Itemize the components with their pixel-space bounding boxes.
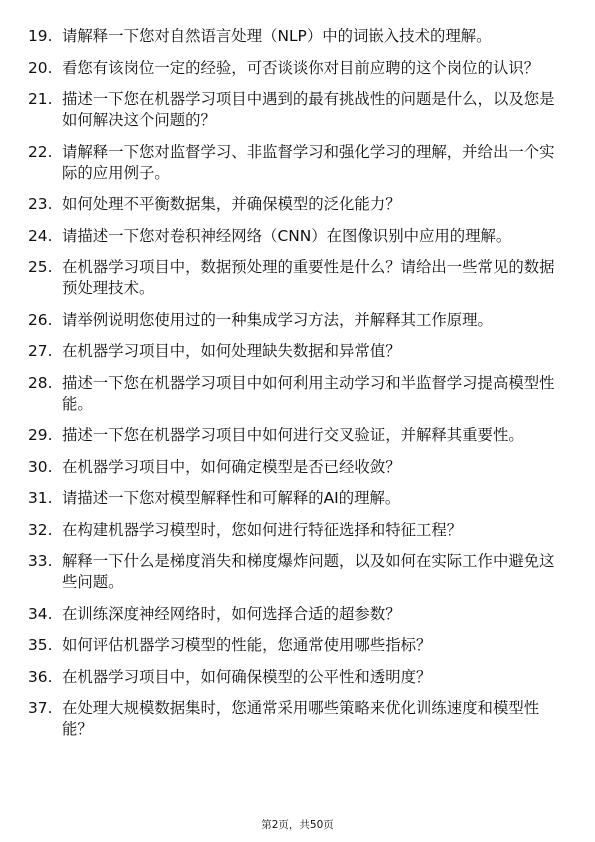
question-number: 35. [28, 636, 53, 654]
question-item [28, 698, 568, 740]
question-text: 请解释一下您对监督学习、非监督学习和强化学习的理解，并给出一个实际的应用例子。 [62, 142, 555, 182]
question-item [28, 551, 568, 593]
question-item [28, 667, 568, 688]
question-number: 19. [28, 27, 53, 45]
question-text: 在机器学习项目中，如何处理缺失数据和异常值？ [62, 342, 401, 360]
question-text: 在机器学习项目中，如何确定模型是否已经收敛？ [62, 457, 401, 476]
question-number: 32. [28, 520, 53, 539]
question-text: 解释一下什么是梯度消失和梯度爆炸问题，以及如何在实际工作中避免这些问题。 [62, 552, 555, 591]
question-item [28, 26, 568, 47]
question-item [28, 604, 568, 625]
question-text: 请举例说明您使用过的一种集成学习方法，并解释其工作原理。 [62, 310, 493, 329]
question-item [28, 341, 568, 362]
question-number: 37. [28, 699, 53, 717]
question-number: 31. [28, 489, 53, 507]
question-number: 27. [28, 342, 53, 360]
page-footer: 第2页，共50页 [261, 819, 334, 831]
question-number: 29. [28, 426, 53, 444]
question-number: 20. [28, 58, 53, 77]
question-item [28, 520, 568, 541]
question-number: 28. [28, 373, 53, 392]
question-number: 23. [28, 195, 53, 213]
question-item [28, 226, 568, 247]
question-text: 请描述一下您对模型解释性和可解释的AI的理解。 [62, 489, 401, 507]
question-text: 看您有该岗位一定的经验，可否谈谈你对目前应聘的这个岗位的认识？ [62, 58, 540, 77]
question-list [28, 26, 568, 751]
question-text: 在构建机器学习模型时，您如何进行特征选择和特征工程？ [62, 520, 463, 539]
question-item [28, 58, 568, 79]
question-text: 描述一下您在机器学习项目中如何进行交叉验证，并解释其重要性。 [62, 426, 524, 444]
question-item [28, 488, 568, 509]
question-number: 33. [28, 552, 53, 570]
question-text: 请描述一下您对卷积神经网络（CNN）在图像识别中应用的理解。 [62, 226, 512, 245]
question-item [28, 425, 568, 446]
question-item [28, 89, 568, 131]
question-text: 在机器学习项目中，如何确保模型的公平性和透明度？ [62, 667, 432, 686]
question-item [28, 373, 568, 415]
question-item [28, 310, 568, 331]
question-number: 34. [28, 604, 53, 623]
question-text: 如何处理不平衡数据集，并确保模型的泛化能力？ [62, 195, 401, 213]
question-number: 25. [28, 258, 53, 276]
question-text: 在处理大规模数据集时，您通常采用哪些策略来优化训练速度和模型性能？ [62, 699, 540, 738]
question-number: 36. [28, 667, 53, 686]
question-text: 请解释一下您对自然语言处理（NLP）中的词嵌入技术的理解。 [62, 27, 492, 45]
question-item [28, 194, 568, 215]
question-number: 21. [28, 90, 53, 108]
question-item [28, 457, 568, 478]
question-text: 在训练深度神经网络时，如何选择合适的超参数？ [62, 604, 401, 623]
question-item [28, 635, 568, 656]
question-text: 描述一下您在机器学习项目中如何利用主动学习和半监督学习提高模型性能。 [62, 373, 555, 413]
question-text: 描述一下您在机器学习项目中遇到的最有挑战性的问题是什么，以及您是如何解决这个问题的？ [62, 90, 555, 129]
question-item [28, 257, 568, 299]
question-text: 如何评估机器学习模型的性能，您通常使用哪些指标？ [62, 636, 432, 654]
question-item [28, 142, 568, 184]
question-number: 26. [28, 310, 53, 329]
question-number: 24. [28, 226, 53, 245]
question-number: 22. [28, 142, 53, 161]
question-text: 在机器学习项目中，数据预处理的重要性是什么？请给出一些常见的数据预处理技术。 [62, 258, 555, 297]
question-number: 30. [28, 457, 53, 476]
